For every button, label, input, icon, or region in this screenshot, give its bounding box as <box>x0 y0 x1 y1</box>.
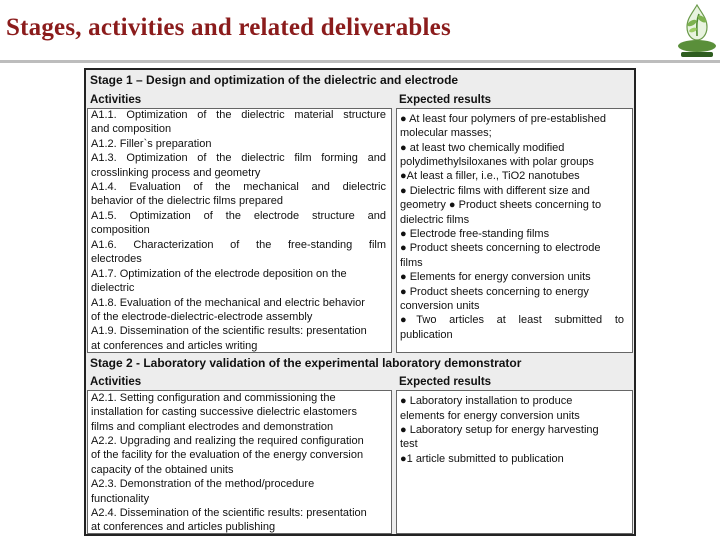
stage-1-result-line: dielectric films <box>400 214 470 226</box>
stage-1-activity-line: of the electrode-dielectric-electrode assembly <box>91 311 313 323</box>
title-divider <box>0 60 720 63</box>
stage-1-result-line: ● Product sheets concerning to energy <box>400 286 589 298</box>
stage-1-result-line: ● Elements for energy conversion units <box>400 271 591 283</box>
stage-1-activity-line: A1.3. Optimization of the dielectric film forming and <box>91 152 386 164</box>
stage-1-result-line: ● at least two chemically modified <box>400 142 565 154</box>
stage-1-activity-line: A1.4. Evaluation of the mechanical and dielectric <box>91 181 386 193</box>
stage-1-activity-line: A1.5. Optimization of the electrode structure and <box>91 210 386 222</box>
stage-2-activity-line: A2.1. Setting configuration and commissioning the <box>91 392 336 404</box>
stage-1-result-line: geometry ● Product sheets concerning to <box>400 199 602 211</box>
stage-2-result-line: test <box>400 438 418 450</box>
stage-1-activity-line: crosslinking process and geometry <box>91 167 261 179</box>
stage-1-result-line: publication <box>400 329 453 341</box>
stage-1-activity-line: dielectric <box>91 282 135 294</box>
stage-2-activity-line: capacity of the obtained units <box>91 464 234 476</box>
stage-2-activities-header: Activities <box>90 376 142 388</box>
stage-1-activity-line: A1.7. Optimization of the electrode deposition on the <box>91 268 347 280</box>
stage-2-activity-line: of the facility for the evaluation of the energy conversion <box>91 449 364 461</box>
stage-2-result-line: ● Laboratory installation to produce <box>400 395 573 407</box>
stage-1-activity-line: A1.2. Filler`s preparation <box>91 138 212 150</box>
stage-1-result-line: ●Two articles at least submitted to <box>400 314 624 326</box>
stage-2-activity-line: at conferences and articles publishing <box>91 521 276 533</box>
stage-2-result-line: ● Laboratory setup for energy harvesting <box>400 424 599 436</box>
stage-2-header: Stage 2 - Laboratory validation of the experimental laboratory demonstrator <box>90 356 522 370</box>
stage-2-activity-line: A2.2. Upgrading and realizing the required configuration <box>91 435 364 447</box>
slide-title: Stages, activities and related deliverables <box>6 14 451 41</box>
stage-2-activity-line: films and compliant electrodes and demonstration <box>91 421 334 433</box>
stage-1-activity-line: A1.6. Characterization of the free-standing film <box>91 239 386 251</box>
stage-1-activities-header: Activities <box>90 94 142 106</box>
stage-1-result-line: molecular masses; <box>400 127 492 139</box>
stage-1-result-line: ● Product sheets concerning to electrode <box>400 242 601 254</box>
stage-1-result-line: ●At least a filler, i.e., TiO2 nanotubes <box>400 170 580 182</box>
stage-2-activity-line: functionality <box>91 493 150 505</box>
stage-1-activity-line: at conferences and articles writing <box>91 340 258 352</box>
stage-2-activity-line: A2.4. Dissemination of the scientific results: presentation <box>91 507 367 519</box>
stage-2-activity-line: installation for casting successive dielectric elastomers <box>91 406 357 418</box>
stage-2-activity-line: A2.3. Demonstration of the method/procedure <box>91 478 315 490</box>
stage-1-activity-line: A1.9. Dissemination of the scientific results: presentation <box>91 325 367 337</box>
stage-1-result-line: ● Dielectric films with different size and <box>400 185 590 197</box>
stage-1-activity-line: electrodes <box>91 253 142 265</box>
stage-1-activity-line: and composition <box>91 123 172 135</box>
stage-1-activity-line: composition <box>91 224 150 236</box>
stage-1-activity-line: A1.1. Optimization of the dielectric material structure <box>91 109 386 121</box>
stage-1-header: Stage 1 – Design and optimization of the dielectric and electrode <box>90 73 459 87</box>
stage-1-result-line: films <box>400 257 423 269</box>
stage-1-result-line: polydimethylsiloxanes with polar groups <box>400 156 594 168</box>
stage-1-activity-line: A1.8. Evaluation of the mechanical and electric behavior <box>91 297 365 309</box>
project-logo <box>676 2 718 62</box>
stage-2-results-header: Expected results <box>399 376 492 388</box>
stage-1-results-header: Expected results <box>399 94 492 106</box>
stage-1-result-line: ● Electrode free-standing films <box>400 228 550 240</box>
stage-2-result-line: ●1 article submitted to publication <box>400 453 564 465</box>
stage-1-result-line: conversion units <box>400 300 480 312</box>
stage-1-result-line: ● At least four polymers of pre-established <box>400 113 606 125</box>
stage-2-result-line: elements for energy conversion units <box>400 410 580 422</box>
stage-1-activity-line: behavior of the dielectric films prepared <box>91 195 283 207</box>
